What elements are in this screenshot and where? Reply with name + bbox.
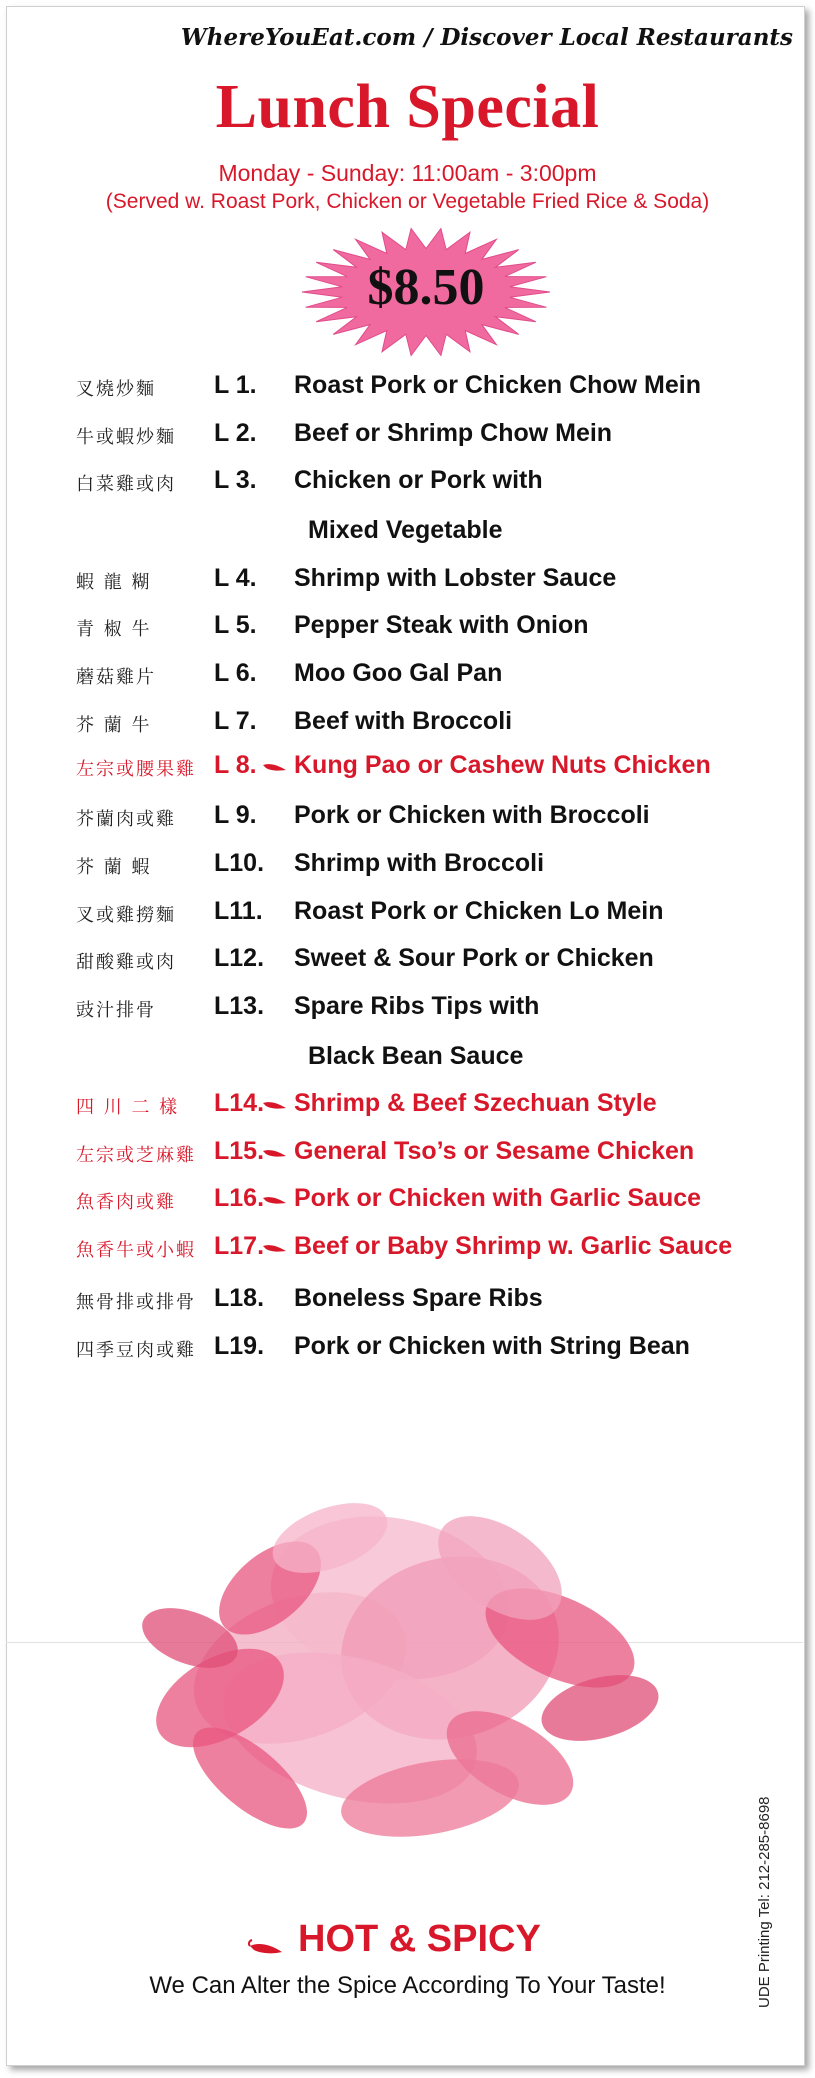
served-with-note: (Served w. Roast Pork, Chicken or Vegetable Fried Rice & Soda) — [105, 190, 710, 213]
menu-item-number: L 4. — [214, 564, 257, 592]
menu-item-chinese-name: 左宗或芝麻雞 — [76, 1145, 196, 1166]
menu-item-chinese-name: 豉汁排骨 — [76, 1000, 156, 1021]
chili-pepper-icon — [262, 1099, 288, 1111]
menu-item-name: Beef with Broccoli — [294, 707, 513, 735]
menu-item-number: L 6. — [214, 659, 257, 687]
menu-item — [0, 1133, 815, 1173]
menu-item-number: L 7. — [214, 707, 257, 735]
chili-pepper-icon — [262, 761, 288, 773]
chili-pepper-icon — [262, 1147, 288, 1159]
menu-item — [0, 845, 815, 885]
menu-item-name: Pork or Chicken with Broccoli — [294, 801, 650, 829]
menu-item-number: L 1. — [214, 371, 257, 399]
menu-item-name: Pork or Chicken with String Bean — [294, 1332, 690, 1360]
peony-flower-illustration — [130, 1478, 690, 1858]
menu-item — [0, 1180, 815, 1220]
menu-item-name: Kung Pao or Cashew Nuts Chicken — [294, 751, 711, 779]
menu-item — [0, 655, 815, 695]
menu-item-name: Sweet & Sour Pork or Chicken — [294, 944, 654, 972]
menu-item-chinese-name: 四 川 二 樣 — [76, 1097, 180, 1118]
menu-item-chinese-name: 芥 蘭 牛 — [76, 715, 152, 736]
menu-item — [0, 1085, 815, 1125]
menu-item — [0, 988, 815, 1070]
menu-item-number: L10. — [214, 849, 265, 877]
menu-item — [0, 1328, 815, 1368]
menu-item-number: L17. — [214, 1232, 265, 1260]
menu-item-name: Pork or Chicken with Garlic Sauce — [294, 1184, 702, 1212]
menu-item — [0, 940, 815, 980]
menu-item-number: L18. — [214, 1284, 265, 1312]
menu-item — [0, 367, 815, 407]
menu-item — [0, 797, 815, 837]
menu-item-chinese-name: 青 椒 牛 — [76, 619, 152, 640]
menu-item-chinese-name: 蝦 龍 糊 — [76, 572, 152, 593]
menu-item-chinese-name: 叉燒炒麵 — [76, 379, 156, 400]
menu-item — [0, 415, 815, 455]
menu-item-name: Beef or Baby Shrimp w. Garlic Sauce — [294, 1232, 733, 1260]
menu-item — [0, 560, 815, 600]
spice-tagline: We Can Alter the Spice According To Your Taste! — [149, 1972, 666, 1999]
menu-item-number: L 9. — [214, 801, 257, 829]
menu-item-number: L 3. — [214, 466, 257, 494]
menu-item-chinese-name: 左宗或腰果雞 — [76, 759, 196, 780]
menu-item-name: Roast Pork or Chicken Chow Mein — [294, 371, 702, 399]
menu-item-name: Moo Goo Gal Pan — [294, 659, 503, 687]
site-banner: WhereYouEat.com / Discover Local Restaurants — [180, 24, 793, 51]
menu-item-name: Chicken or Pork with — [294, 466, 543, 494]
menu-item-chinese-name: 叉或雞撈麵 — [76, 905, 176, 926]
menu-item — [0, 607, 815, 647]
menu-item-number: L13. — [214, 992, 265, 1020]
menu-item — [0, 747, 815, 787]
menu-item — [0, 1228, 815, 1268]
menu-item-chinese-name: 芥蘭肉或雞 — [76, 809, 176, 830]
menu-item-number: L 2. — [214, 419, 257, 447]
price-label: $8.50 — [367, 259, 485, 316]
menu-item-number: L12. — [214, 944, 265, 972]
menu-item-name: Spare Ribs Tips with — [294, 992, 540, 1020]
menu-item — [0, 1280, 815, 1320]
menu-item-number: L16. — [214, 1184, 265, 1212]
menu-item-chinese-name: 無骨排或排骨 — [76, 1292, 196, 1313]
page-title: Lunch Special — [215, 73, 600, 141]
menu-item-chinese-name: 白菜雞或肉 — [76, 474, 176, 495]
menu-item-number: L 5. — [214, 611, 257, 639]
menu-item-name: Boneless Spare Ribs — [294, 1284, 543, 1312]
menu-item-chinese-name: 蘑菇雞片 — [76, 667, 156, 688]
hot-spicy-legend: HOT & SPICY — [298, 1918, 541, 1960]
service-hours: Monday - Sunday: 11:00am - 3:00pm — [218, 160, 597, 186]
menu-item-name-continued: Black Bean Sauce — [308, 1042, 524, 1070]
menu-item-chinese-name: 魚香肉或雞 — [76, 1192, 176, 1213]
menu-item-name: General Tso’s or Sesame Chicken — [294, 1137, 695, 1165]
menu-item-chinese-name: 芥 蘭 蝦 — [76, 857, 152, 878]
menu-item-chinese-name: 甜酸雞或肉 — [76, 952, 176, 973]
menu-item-chinese-name: 四季豆肉或雞 — [76, 1340, 196, 1361]
menu-item-name: Shrimp with Broccoli — [294, 849, 545, 877]
printer-credit: UDE Printing Tel: 212-285-8698 — [756, 1796, 773, 2008]
chili-pepper-icon — [262, 1242, 288, 1254]
menu-item-chinese-name: 魚香牛或小蝦 — [76, 1240, 196, 1261]
menu-item-number: L11. — [214, 897, 263, 925]
menu-item-number: L 8. — [214, 751, 257, 779]
menu-item-name-continued: Mixed Vegetable — [308, 516, 503, 544]
menu-item-number: L19. — [214, 1332, 265, 1360]
chili-pepper-icon — [262, 1194, 288, 1206]
menu-item — [0, 462, 815, 544]
menu-item-number: L14. — [214, 1089, 265, 1117]
menu-item — [0, 703, 815, 743]
menu-item — [0, 893, 815, 933]
chili-pepper-icon — [248, 1938, 288, 1958]
menu-item-name: Roast Pork or Chicken Lo Mein — [294, 897, 664, 925]
menu-item-name: Shrimp with Lobster Sauce — [294, 564, 617, 592]
menu-item-number: L15. — [214, 1137, 265, 1165]
menu-item-name: Pepper Steak with Onion — [294, 611, 589, 639]
menu-item-chinese-name: 牛或蝦炒麵 — [76, 427, 176, 448]
menu-item-name: Beef or Shrimp Chow Mein — [294, 419, 613, 447]
menu-item-name: Shrimp & Beef Szechuan Style — [294, 1089, 657, 1117]
